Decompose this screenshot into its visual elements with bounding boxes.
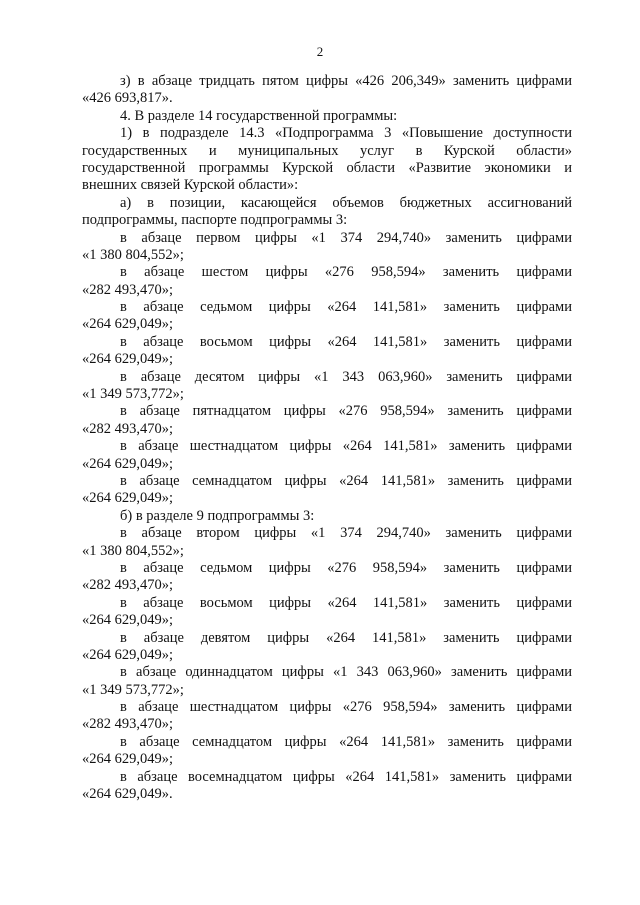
text-line: «282 493,470»; — [82, 281, 174, 298]
text-line: «264 629,049»; — [82, 316, 174, 333]
text-line: «264 629,049»; — [82, 646, 174, 663]
text-line: «1 349 573,772»; — [82, 681, 184, 698]
text-line: 4. В разделе 14 государственной программы: — [120, 107, 398, 124]
text-line: в абзаце семнадцатом цифры «264 141,581» заменить цифрами — [120, 733, 572, 750]
document-body — [82, 73, 572, 803]
text-line: государственных и муниципальных услуг в Курской области» — [82, 142, 572, 159]
text-line: 1) в подразделе 14.3 «Подпрограмма 3 «Повышение доступности — [120, 125, 572, 142]
text-line: в абзаце десятом цифры «1 343 063,960» заменить цифрами — [120, 368, 572, 385]
page-number: 2 — [316, 44, 324, 59]
text-line: «264 629,049»; — [82, 351, 174, 368]
text-line: в абзаце первом цифры «1 374 294,740» заменить цифрами — [120, 229, 572, 246]
text-line: «282 493,470»; — [82, 577, 174, 594]
text-line: в абзаце пятнадцатом цифры «276 958,594» заменить цифрами — [120, 403, 572, 420]
text-line: в абзаце седьмом цифры «276 958,594» заменить цифрами — [120, 559, 572, 576]
text-line: в абзаце шестом цифры «276 958,594» заменить цифрами — [120, 264, 572, 281]
text-line: в абзаце шестнадцатом цифры «264 141,581» заменить цифрами — [120, 438, 572, 455]
text-line: «1 380 804,552»; — [82, 542, 184, 559]
text-line: «282 493,470»; — [82, 716, 174, 733]
text-line: «1 349 573,772»; — [82, 386, 184, 403]
text-line: з) в абзаце тридцать пятом цифры «426 206,349» заменить цифрами — [120, 73, 572, 89]
text-line: государственной программы Курской области «Развитие экономики и — [82, 159, 572, 176]
text-line: «264 629,049»; — [82, 455, 174, 472]
text-line: «426 693,817». — [82, 90, 173, 107]
text-line: подпрограммы, паспорте подпрограммы 3: — [82, 212, 348, 229]
text-line: внешних связей Курской области»: — [82, 177, 299, 194]
text-line: «282 493,470»; — [82, 420, 174, 437]
text-line: в абзаце шестнадцатом цифры «276 958,594» заменить цифрами — [120, 699, 572, 716]
text-line: в абзаце одиннадцатом цифры «1 343 063,960» заменить цифрами — [120, 664, 572, 681]
text-line: «264 629,049»; — [82, 612, 174, 629]
text-line: б) в разделе 9 подпрограммы 3: — [120, 507, 315, 524]
text-line: в абзаце восьмом цифры «264 141,581» заменить цифрами — [120, 594, 572, 611]
text-line: «264 629,049»; — [82, 751, 174, 768]
text-line: в абзаце втором цифры «1 374 294,740» заменить цифрами — [120, 525, 572, 542]
text-line: в абзаце седьмом цифры «264 141,581» заменить цифрами — [120, 299, 572, 316]
text-line: в абзаце восьмом цифры «264 141,581» заменить цифрами — [120, 333, 572, 350]
text-line: в абзаце семнадцатом цифры «264 141,581» заменить цифрами — [120, 472, 572, 489]
text-line: «264 629,049». — [82, 786, 173, 803]
text-line: «264 629,049»; — [82, 490, 174, 507]
text-line: а) в позиции, касающейся объемов бюджетных ассигнований — [120, 194, 572, 211]
text-line: в абзаце девятом цифры «264 141,581» заменить цифрами — [120, 629, 572, 646]
text-line: «1 380 804,552»; — [82, 246, 184, 263]
text-line: в абзаце восемнадцатом цифры «264 141,581» заменить цифрами — [120, 768, 572, 785]
